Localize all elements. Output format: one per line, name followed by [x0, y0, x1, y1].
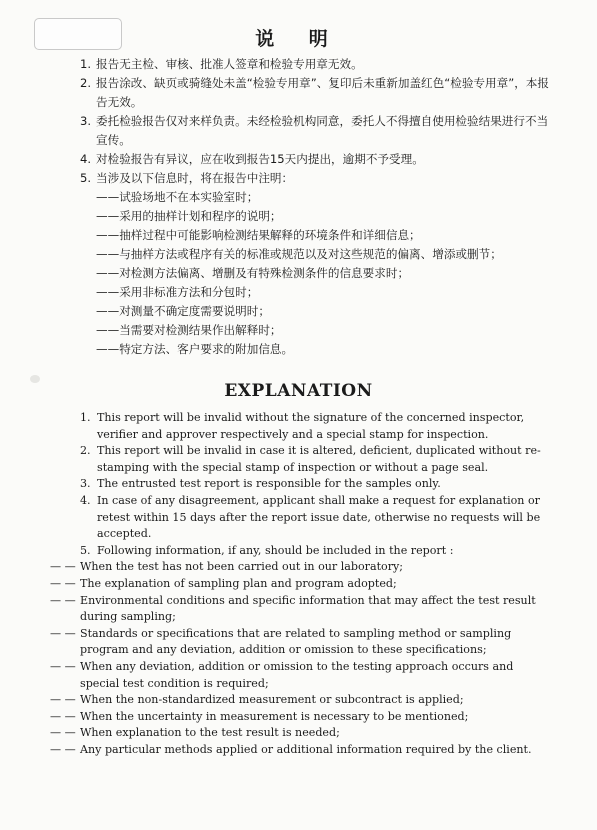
- en-item-4: 4. In case of any disagreement, applicant shall make a request for explanation or retest within 15 days after the report issue date, otherwise no requests will be accepted.: [80, 493, 541, 541]
- cn-item-5: 5. 当涉及以下信息时，将在报告中注明：: [80, 171, 294, 185]
- cn-sub-item: ——对检测方法偏离、增删及有特殊检测条件的信息要求时；: [96, 266, 410, 280]
- cn-item-4: 4. 对检验报告有异议，应在收到报告15天内提出，逾期不予受理。: [80, 152, 424, 166]
- chinese-notes: [80, 55, 550, 359]
- cn-sub-list: [80, 188, 550, 359]
- en-sub-item: — — Any particular methods applied or additional information required by the client.: [50, 742, 532, 756]
- cn-sub-item: ——采用非标准方法和分包时；: [96, 285, 259, 299]
- en-sub-item: — — When the test has not been carried out in our laboratory;: [50, 560, 404, 574]
- cn-sub-item: ——抽样过程中可能影响检测结果解释的环境条件和详细信息；: [96, 228, 421, 242]
- cn-item-1: 1. 报告无主检、审核、批准人签章和检验专用章无效。: [80, 57, 363, 71]
- en-item-3: 3. The entrusted test report is responsible for the samples only.: [80, 477, 441, 491]
- cn-sub-item: ——与抽样方法或程序有关的标准或规范以及对这些规范的偏离、增添或删节；: [96, 247, 502, 261]
- en-sub-item: — — Standards or specifications that are related to sampling method or sampling program and any deviation, addition or omission to these specifications;: [50, 626, 512, 657]
- en-sub-item: — — When explanation to the test result is needed;: [50, 726, 340, 740]
- english-title: EXPLANATION: [224, 381, 373, 401]
- cn-item-2: 2. 报告涂改、缺页或骑缝处未盖“检验专用章”、复印后未重新加盖红色“检验专用章”，本报告无效。: [80, 76, 549, 109]
- en-sub-list: [50, 559, 542, 758]
- cn-sub-item: ——当需要对检测结果作出解释时；: [96, 323, 282, 337]
- cn-sub-item: ——特定方法、客户要求的附加信息。: [96, 342, 294, 356]
- en-sub-item: — — When the uncertainty in measurement is necessary to be mentioned;: [50, 709, 469, 723]
- en-sub-item: — — Environmental conditions and specific information that may affect the test result during sampling;: [50, 593, 536, 624]
- english-notes: [50, 410, 542, 758]
- en-sub-item: — — When the non-standardized measurement or subcontract is applied;: [50, 693, 464, 707]
- cn-sub-item: ——对测量不确定度需要说明时；: [96, 304, 270, 318]
- cn-item-3: 3. 委托检验报告仅对来样负责。未经检验机构同意，委托人不得擅自使用检验结果进行不当宣传。: [80, 114, 549, 147]
- en-item-5: 5. Following information, if any, should be included in the report :: [80, 543, 454, 557]
- en-sub-item: — — When any deviation, addition or omission to the testing approach occurs and special test condition is required;: [50, 659, 514, 690]
- cn-sub-item: ——试验场地不在本实验室时；: [96, 190, 259, 204]
- en-sub-item: — — The explanation of sampling plan and program adopted;: [50, 576, 397, 590]
- chinese-title: 说 明: [255, 28, 342, 50]
- en-item-2: 2. This report will be invalid in case it is altered, deficient, duplicated without re-stamping with the special stamp of inspection or without a page seal.: [80, 444, 541, 474]
- cn-sub-item: ——采用的抽样计划和程序的说明；: [96, 209, 282, 223]
- en-item-1: 1. This report will be invalid without the signature of the concerned inspector, verifier and approver respectively and a special stamp for inspection.: [80, 411, 525, 441]
